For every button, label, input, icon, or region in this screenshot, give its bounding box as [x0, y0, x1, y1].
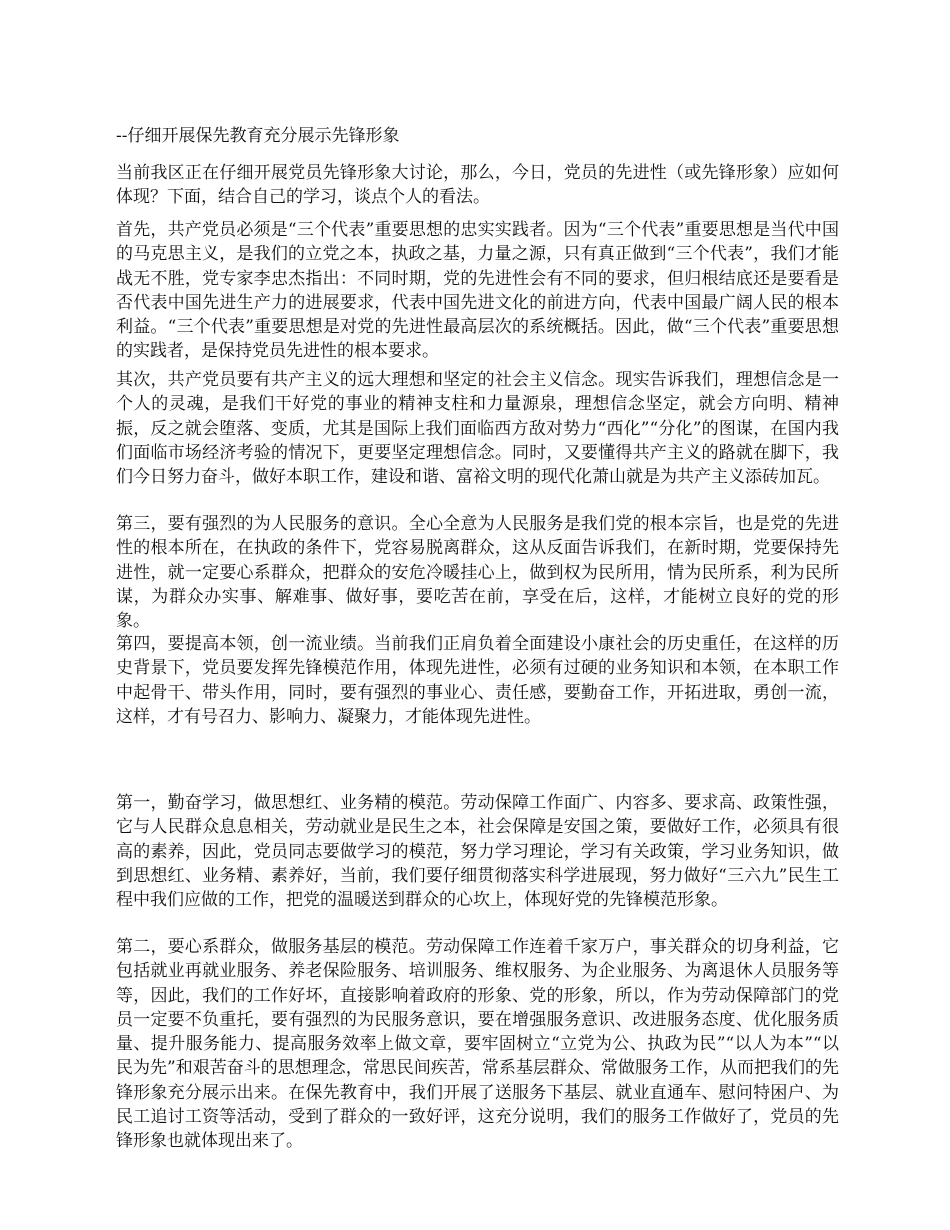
paragraph-service-model: 第二，要心系群众，做服务基层的模范。劳动保障工作连着千家万户，事关群众的切身利益，它包括就业再就业服务、养老保险服务、培训服务、维权服务、为企业服务、为离退休人员服务等等，因此，我们的工作好坏，直接影响着政府的形象、党的形象，所以，作为劳动保障部门的党员一定要不负重托，要有强烈的为民服务意识，要在增强服务意识、改进服务态度、优化服务质量、提升服务能力、提高服务效率上做文章，要牢固树立“立党为公、执政为民”“以人为本”“以民为先”和艰苦奋斗的思想理念，常思民间疾苦，常系基层群众、常做服务工作，从而把我们的先锋形象充分展示出来。在保先教育中，我们开展了送服务下基层、就业直通车、慰问特困户、为民工追讨工资等活动，受到了群众的一致好评，这充分说明，我们的服务工作做好了，党员的先锋形象也就体现出来了。 — [116, 937, 839, 1152]
paragraph-third-point: 第三，要有强烈的为人民服务的意识。全心全意为人民服务是我们党的根本宗旨，也是党的先进性的根本所在，在执政的条件下，党容易脱离群众，这从反面告诉我们，在新时期，党要保持先进性，就一定要心系群众，把群众的安危冷暖挂心上，做到权为民所用，情为民所系，利为民所谋，为群众办实事、解难事、做好事，要吃苦在前，享受在后，这样，才能树立良好的党的形象。 — [116, 514, 839, 632]
paragraph-first-point: 首先，共产党员必须是“三个代表”重要思想的忠实实践者。因为“三个代表”重要思想是当代中国的马克思主义，是我们的立党之本，执政之基，力量之源，只有真正做到“三个代表”，我们才能战无不胜，党专家李忠杰指出：不同时期，党的先进性会有不同的要求，但归根结底还是要看是否代表中国先进生产力的进展要求，代表中国先进文化的前进方向，代表中国最广阔人民的根本利益。“三个代表”重要思想是对党的先进性最高层次的系统概括。因此，做“三个代表”重要思想的实践者，是保持党员先进性的根本要求。 — [116, 220, 839, 362]
paragraph-study-model: 第一，勤奋学习，做思想红、业务精的模范。劳动保障工作面广、内容多、要求高、政策性强，它与人民群众息息相关，劳动就业是民生之本，社会保障是安国之策，要做好工作，必须具有很高的素养，因此，党员同志要做学习的模范，努力学习理论，学习有关政策，学习业务知识，做到思想红、业务精、素养好，当前，我们要仔细贯彻落实科学进展现，努力做好“三六九”民生工程中我们应做的工作，把党的温暖送到群众的心坎上，体现好党的先锋模范形象。 — [116, 793, 839, 911]
paragraph-intro: 当前我区正在仔细开展党员先锋形象大讨论，那么，今日，党员的先进性（或先锋形象）应如何体现？下面，结合自己的学习，谈点个人的看法。 — [116, 163, 839, 208]
document-subtitle: --仔细开展保先教育充分展示先锋形象 — [116, 126, 400, 146]
paragraph-fourth-point: 第四，要提高本领，创一流业绩。当前我们正肩负着全面建设小康社会的历史重任，在这样的历史背景下，党员要发挥先锋模范作用，体现先进性，必须有过硬的业务知识和本领，在本职工作中起骨干、带头作用，同时，要有强烈的事业心、责任感，要勤奋工作，开拓进取，勇创一流，这样，才有号召力、影响力、凝聚力，才能体现先进性。 — [116, 634, 839, 727]
paragraph-second-point: 其次，共产党员要有共产主义的远大理想和坚定的社会主义信念。现实告诉我们，理想信念是一个人的灵魂，是我们干好党的事业的精神支柱和力量源泉，理想信念坚定，就会方向明、精神振，反之就会堕落、变质，尤其是国际上我们面临西方敌对势力“西化”“分化”的图谋，在国内我们面临市场经济考验的情况下，更要坚定理想信念。同时，又要懂得共产主义的路就在脚下，我们今日努力奋斗，做好本职工作，建设和谐、富裕文明的现代化萧山就是为共产主义添砖加瓦。 — [116, 370, 839, 488]
